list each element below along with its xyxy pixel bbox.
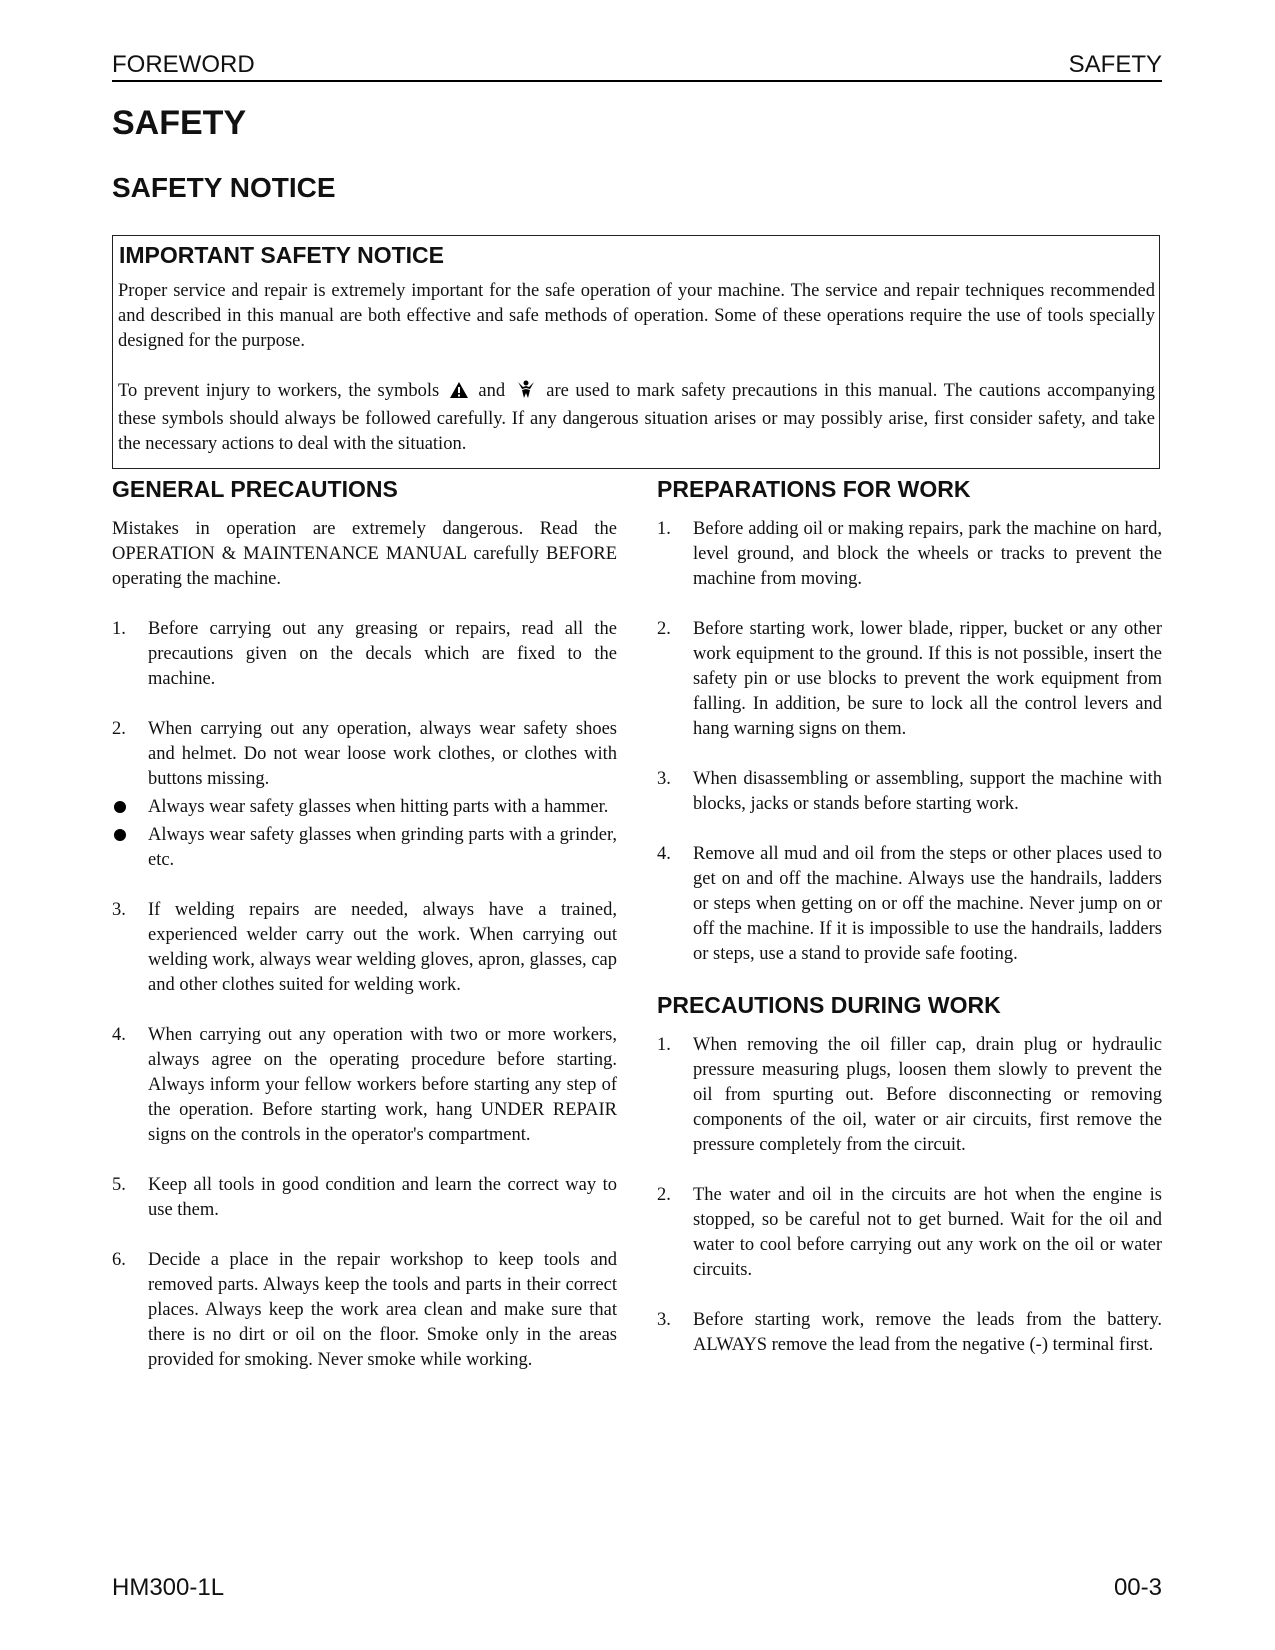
item-text: Before adding oil or making repairs, park the machine on hard, level ground, and block the wheels or tracks to prevent the machine from moving.: [693, 519, 1162, 589]
page-number: 00-3: [1113, 1574, 1162, 1601]
bullet-text: Always wear safety glasses when grinding parts with a grinder, etc.: [148, 825, 617, 870]
model-number: HM300-1L: [112, 1574, 225, 1601]
general-item-6: [112, 1248, 617, 1373]
preparations-heading: PREPARATIONS FOR WORK: [657, 476, 971, 502]
header-section-label: FOREWORD: [112, 51, 255, 78]
general-bullet-2: [112, 823, 617, 873]
header-chapter-label: SAFETY: [1068, 51, 1162, 78]
preparations-item-3: [657, 767, 1162, 817]
item-text: When disassembling or assembling, support the machine with blocks, jacks or stands before starting work.: [693, 769, 1162, 814]
preparations-item-2: [657, 617, 1162, 742]
notice-paragraph-1: Proper service and repair is extremely important for the safe operation of your machine. The service and repair techniques recommended and described in this manual are both effective and safe methods of operation. Some of these operations require the use of tools specially designed for the purpose.: [118, 281, 1155, 351]
during-work-heading: PRECAUTIONS DURING WORK: [657, 992, 1001, 1018]
during-item-2: [657, 1183, 1162, 1283]
general-item-3: [112, 898, 617, 998]
item-number: 1.: [657, 519, 671, 539]
item-number: 2.: [112, 719, 126, 739]
preparations-item-4: [657, 842, 1162, 967]
bullet-text: Always wear safety glasses when hitting parts with a hammer.: [148, 797, 609, 817]
general-intro: Mistakes in operation are extremely dangerous. Read the OPERATION & MAINTENANCE MANUAL carefully BEFORE operating the machine.: [112, 519, 617, 589]
item-text: When removing the oil filler cap, drain plug or hydraulic pressure measuring plugs, loosen them slowly to prevent the oil from spurting out. Before disconnecting or removing components of the oil, water or air circuits, first remove the pressure completely from the circuit.: [693, 1035, 1162, 1155]
item-text: When carrying out any operation, always wear safety shoes and helmet. Do not wear loose work clothes, or clothes with buttons missing.: [148, 719, 617, 789]
item-number: 3.: [112, 900, 126, 920]
item-number: 2.: [657, 619, 671, 639]
item-text: Before carrying out any greasing or repairs, read all the precautions given on the decals which are fixed to the machine.: [148, 619, 617, 689]
notice-paragraph-2: [118, 379, 1155, 457]
general-item-4: [112, 1023, 617, 1148]
during-item-1: [657, 1033, 1162, 1158]
item-text: Remove all mud and oil from the steps or other places used to get on and off the machine. Always use the handrails, ladders or steps when getting on or off the machine. Never jump on or off the machine. If it is impossible to use the handrails, ladders or steps, use a stand to provide safe footing.: [693, 844, 1162, 964]
notice-paragraph-2-and: and: [478, 381, 506, 401]
general-precautions-heading: GENERAL PRECAUTIONS: [112, 476, 398, 502]
right-column: [657, 476, 1162, 1358]
item-number: 2.: [657, 1185, 671, 1205]
item-text: The water and oil in the circuits are hot when the engine is stopped, so be careful not to get burned. Wait for the oil and water to cool before carrying out any work on the oil or water circuits.: [693, 1185, 1162, 1280]
general-bullet-1: [112, 795, 617, 820]
notice-paragraph-2-start: To prevent injury to workers, the symbols: [118, 381, 440, 401]
page-header: [112, 52, 1162, 82]
item-text: Before starting work, lower blade, ripper, bucket or any other work equipment to the ground. If this is not possible, insert the safety pin or use blocks to prevent the work equipment from falling. In addition, be sure to lock all the control levers and hang warning signs on them.: [693, 619, 1162, 739]
item-number: 1.: [112, 619, 126, 639]
hazard-figure-icon: [515, 379, 537, 407]
bullet-icon: [114, 829, 126, 841]
important-safety-notice-box: [112, 235, 1160, 469]
item-text: When carrying out any operation with two or more workers, always agree on the operating procedure before starting. Always inform your fellow workers before starting any step of the operation. Before starting work, hang UNDER REPAIR signs on the controls in the operator's compartment.: [148, 1025, 617, 1145]
warning-triangle-icon: [449, 381, 469, 407]
notice-paragraph-2-end: are used to mark safety precautions in this manual. The cautions accompanying these symbols should always be followed carefully. If any dangerous situation arises or may possibly arise, first consider safety, and take the necessary actions to deal with the situation.: [118, 381, 1156, 454]
preparations-item-1: [657, 517, 1162, 592]
page-footer: [112, 1574, 1162, 1604]
item-text: Keep all tools in good condition and learn the correct way to use them.: [148, 1175, 617, 1220]
general-item-2: [112, 717, 617, 792]
item-number: 4.: [112, 1025, 126, 1045]
page-title: SAFETY: [112, 104, 247, 142]
general-item-1: [112, 617, 617, 692]
item-number: 1.: [657, 1035, 671, 1055]
item-number: 6.: [112, 1250, 126, 1270]
item-text: Before starting work, remove the leads from the battery. ALWAYS remove the lead from the negative (-) terminal first.: [693, 1310, 1162, 1355]
page-subtitle: SAFETY NOTICE: [112, 172, 336, 203]
during-item-3: [657, 1308, 1162, 1358]
general-item-5: [112, 1173, 617, 1223]
notice-title: IMPORTANT SAFETY NOTICE: [119, 242, 444, 268]
item-number: 3.: [657, 1310, 671, 1330]
item-number: 4.: [657, 844, 671, 864]
item-text: If welding repairs are needed, always have a trained, experienced welder carry out the work. When carrying out welding work, always wear welding gloves, apron, glasses, cap and other clothes suited for welding work.: [148, 900, 617, 995]
left-column: [112, 476, 617, 1373]
bullet-icon: [114, 801, 126, 813]
item-number: 3.: [657, 769, 671, 789]
item-number: 5.: [112, 1175, 126, 1195]
item-text: Decide a place in the repair workshop to keep tools and removed parts. Always keep the tools and parts in their correct places. Always keep the work area clean and make sure that there is no dirt or oil on the floor. Smoke only in the areas provided for smoking. Never smoke while working.: [148, 1250, 617, 1370]
